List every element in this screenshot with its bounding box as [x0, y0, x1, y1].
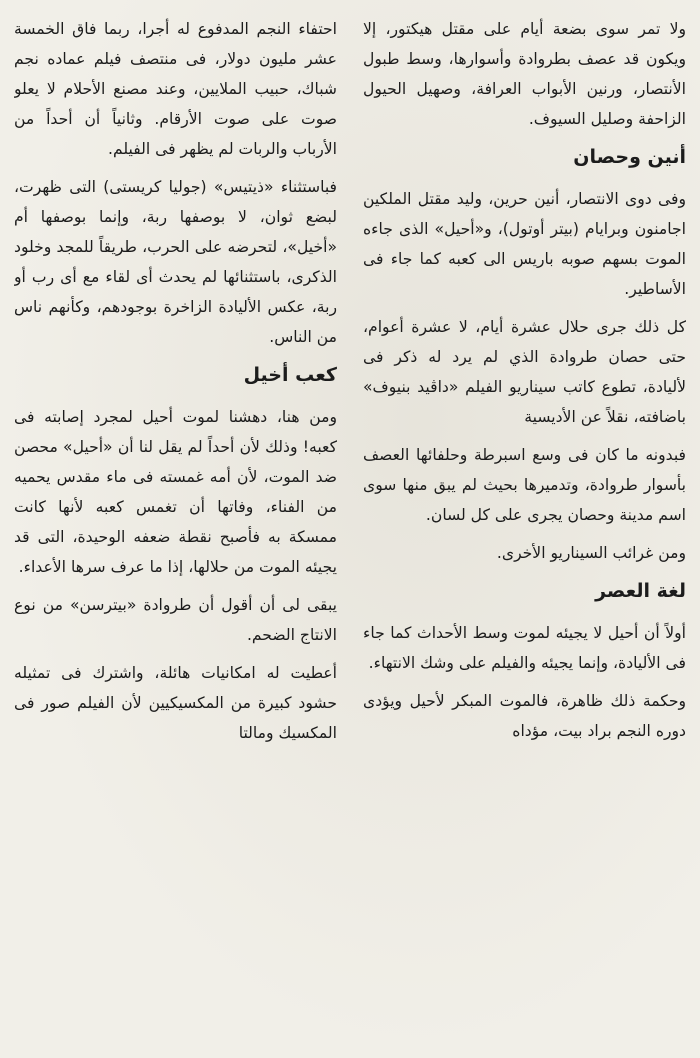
right-paragraph-1: ولا تمر سوى بضعة أيام على مقتل هيكتور، إلا ويكون قد عصف بطروادة وأسوارها، وسط طبول الأنتصار، ورنين الأبواب العرافة، وصهيل الحيول الزاحفة وصليل السيوف.	[363, 20, 686, 128]
heading-anin-wa-hisan: أنين وحصان	[573, 146, 686, 168]
right-column	[363, 14, 686, 1058]
heading-kaab-akhil: كعب أخيل	[243, 364, 337, 386]
right-paragraph-7: وحكمة ذلك ظاهرة، فالموت المبكر لأحيل ويؤدى دوره النجم براد بيت، مؤداه	[363, 692, 686, 740]
heading-lughat-al-asr: لغة العصر	[595, 580, 686, 602]
left-paragraph-4: يبقى لى أن أقول أن طروادة «بيترسن» من نوع الانتاج الضحم.	[14, 596, 337, 644]
left-column	[14, 14, 337, 1058]
left-paragraph-5: أعطيت له امكانيات هائلة، واشترك فى تمثيله حشود كبيرة من المكسيكيين لأن الفيلم صور فى المكسيك ومالتا	[14, 664, 337, 742]
left-paragraph-1: احتفاء النجم المدفوع له أجرا، ربما فاق الخمسة عشر مليون دولار، فى منتصف فيلم عماده نجم شباك، حبيب الملايين، وعند مصنع الأحلام لا يعلو صوت على صوت الأرقام. وثانياً أن أحداً من الأرباب والربات لم يظهر فى الفيلم.	[14, 20, 337, 158]
left-paragraph-2: فباستثناء «ذيتيس» (جوليا كريستى) التى ظهرت، لبضع ثوان، لا بوصفها ربة، وإنما بوصفها أم «أخيل»، لتحرضه على الحرب، طريقاً للمجد وخلود الذكرى، باستثنائها لم يحدث أى لقاء مع أى رب أو ربة، عكس الأليادة الزاخرة بوجودهم، وكأنهم ناس من الناس.	[14, 178, 337, 346]
right-paragraph-4: فبدونه ما كان فى وسع اسبرطة وحلفائها العصف بأسوار طروادة، وتدميرها بحيث لم يبق منها سوى اسم مدينة وحصان يجرى على كل لسان.	[363, 446, 686, 524]
right-paragraph-5: ومن غرائب السيناريو الأخرى.	[496, 544, 686, 562]
right-paragraph-3: كل ذلك جرى حلال عشرة أيام، لا عشرة أعوام، حتى حصان طروادة الذي لم يرد له ذكر فى لأليادة، تطوع كاتب سيناريو الفيلم «داڤيد بنيوف» باضافته، نقلاً عن الأديسية	[363, 318, 686, 426]
left-paragraph-3: ومن هنا، دهشنا لموت أحيل لمجرد إصابته فى كعبه! وذلك لأن أحداً لم يقل لنا أن «أحيل» محصن ضد الموت، لأن أمه غمسته فى ماء مقدس يحميه من الفناء، وفاتها أن تغمس كعبه لأنها كانت ممسكة به فأصبح نقطة ضعفه الوحيدة، التى قد يجيئه الموت من حلالها، إذا ما عرف سرها الأعداء.	[14, 408, 337, 576]
right-paragraph-2: وفى دوى الانتصار، أنين حرين، وليد مقتل الملكين اجامنون وبرايام (بيتر أوتول)، و«أحيل» الذى جاءه الموت بسهم صوبه باريس الى كعبه كما جاء فى الأساطير.	[363, 190, 686, 298]
right-paragraph-6: أولاً أن أحيل لا يجيئه لموت وسط الأحداث كما جاء فى الأليادة، وإنما يجيئه والفيلم على وشك الانتهاء.	[363, 624, 686, 672]
